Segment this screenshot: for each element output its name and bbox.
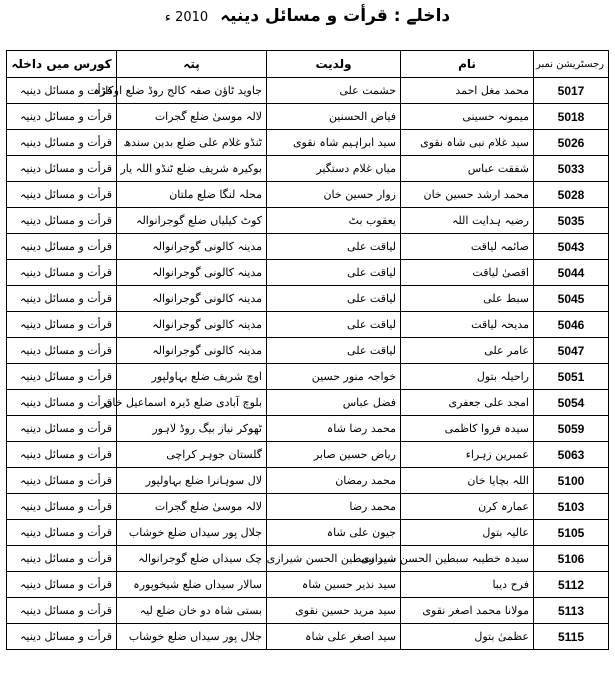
name-cell: عامر علی bbox=[401, 338, 534, 364]
registration-cell: 5026 bbox=[534, 130, 609, 156]
address-cell: مدینہ کالونی گوجرانوالہ bbox=[117, 286, 267, 312]
course-cell: قرأت و مسائل دینیہ bbox=[7, 442, 117, 468]
table-row bbox=[7, 494, 609, 520]
name-cell: سبط علی bbox=[401, 286, 534, 312]
father-name-cell: جیون علی شاہ bbox=[267, 520, 401, 546]
father-name-cell: سید نذیر حسین شاہ bbox=[267, 572, 401, 598]
father-name-cell: فیاض الحسنین bbox=[267, 104, 401, 130]
father-name-cell: سید اصغر علی شاہ bbox=[267, 624, 401, 650]
course-cell: قرأت و مسائل دینیہ bbox=[7, 104, 117, 130]
page-title bbox=[0, 3, 615, 29]
address-cell: بلوچ آبادی ضلع ڈیرہ اسماعیل خان bbox=[117, 390, 267, 416]
address-cell: بستی شاہ دو خان ضلع لیہ bbox=[117, 598, 267, 624]
father-name-cell: لیاقت علی bbox=[267, 286, 401, 312]
father-name-cell: لیاقت علی bbox=[267, 338, 401, 364]
course-cell: قرأت و مسائل دینیہ bbox=[7, 416, 117, 442]
table-row bbox=[7, 390, 609, 416]
name-cell: راحیلہ بتول bbox=[401, 364, 534, 390]
column-header-course: کورس میں داخلہ bbox=[7, 51, 117, 78]
name-cell: امجد علی جعفری bbox=[401, 390, 534, 416]
name-cell: شفقت عباس bbox=[401, 156, 534, 182]
name-cell: صائمہ لیاقت bbox=[401, 234, 534, 260]
registration-cell: 5045 bbox=[534, 286, 609, 312]
address-cell: لال سوہانرا ضلع بہاولپور bbox=[117, 468, 267, 494]
registration-cell: 5054 bbox=[534, 390, 609, 416]
registration-cell: 5059 bbox=[534, 416, 609, 442]
address-cell: کوٹ کیلیاں ضلع گوجرانوالہ bbox=[117, 208, 267, 234]
table-row bbox=[7, 78, 609, 104]
name-cell: عمبرین زہراء bbox=[401, 442, 534, 468]
father-name-cell: محمد رمضان bbox=[267, 468, 401, 494]
address-cell: محلہ لنگا ضلع ملتان bbox=[117, 182, 267, 208]
registration-cell: 5017 bbox=[534, 78, 609, 104]
address-cell: مدینہ کالونی گوجرانوالہ bbox=[117, 234, 267, 260]
course-cell: قرأت و مسائل دینیہ bbox=[7, 364, 117, 390]
registration-cell: 5028 bbox=[534, 182, 609, 208]
course-cell: قرأت و مسائل دینیہ bbox=[7, 572, 117, 598]
name-cell: عظمیٰ بتول bbox=[401, 624, 534, 650]
column-header-name: نام bbox=[401, 51, 534, 78]
registration-cell: 5033 bbox=[534, 156, 609, 182]
address-cell: ٹھوکر نیاز بیگ روڈ لاہور bbox=[117, 416, 267, 442]
registration-cell: 5105 bbox=[534, 520, 609, 546]
registration-cell: 5046 bbox=[534, 312, 609, 338]
registration-cell: 5035 bbox=[534, 208, 609, 234]
course-cell: قرأت و مسائل دینیہ bbox=[7, 624, 117, 650]
registration-cell: 5051 bbox=[534, 364, 609, 390]
table-row bbox=[7, 130, 609, 156]
course-cell: قرأت و مسائل دینیہ bbox=[7, 468, 117, 494]
address-cell: جلال پور سیداں ضلع خوشاب bbox=[117, 520, 267, 546]
name-cell: عمارہ کرن bbox=[401, 494, 534, 520]
column-header-registration: رجسٹریشن نمبر bbox=[534, 51, 609, 78]
address-cell: گلستان جوہر کراچی bbox=[117, 442, 267, 468]
father-name-cell: میاں غلام دستگیر bbox=[267, 156, 401, 182]
name-cell: مولانا محمد اصغر نقوی bbox=[401, 598, 534, 624]
course-cell: قرأت و مسائل دینیہ bbox=[7, 156, 117, 182]
course-cell: قرأت و مسائل دینیہ bbox=[7, 234, 117, 260]
table-row bbox=[7, 208, 609, 234]
table-row bbox=[7, 520, 609, 546]
father-name-cell: سید ابراہیم شاہ نقوی bbox=[267, 130, 401, 156]
registration-cell: 5103 bbox=[534, 494, 609, 520]
address-cell: لالہ موسیٰ ضلع گجرات bbox=[117, 494, 267, 520]
table-row bbox=[7, 572, 609, 598]
registration-cell: 5100 bbox=[534, 468, 609, 494]
father-name-cell: لیاقت علی bbox=[267, 260, 401, 286]
father-name-cell: محمد رضا bbox=[267, 494, 401, 520]
title-year: 2010 ء bbox=[164, 10, 209, 25]
address-cell: جاوید ٹاؤن صفہ کالج روڈ ضلع اوکاڑہ bbox=[117, 78, 267, 104]
address-cell: سالار سیداں ضلع شیخوپورہ bbox=[117, 572, 267, 598]
course-cell: قرأت و مسائل دینیہ bbox=[7, 494, 117, 520]
father-name-cell: زوار حسین خان bbox=[267, 182, 401, 208]
address-cell: مدینہ کالونی گوجرانوالہ bbox=[117, 312, 267, 338]
father-name-cell: سید سبطین الحسن شیرازی bbox=[267, 546, 401, 572]
course-cell: قرأت و مسائل دینیہ bbox=[7, 286, 117, 312]
address-cell: بوکیرہ شریف ضلع ٹنڈو اللہ یار bbox=[117, 156, 267, 182]
father-name-cell: لیاقت علی bbox=[267, 234, 401, 260]
registration-cell: 5047 bbox=[534, 338, 609, 364]
name-cell: محمد مغل احمد bbox=[401, 78, 534, 104]
address-cell: ٹنڈو غلام علی ضلع بدین سندھ bbox=[117, 130, 267, 156]
registration-cell: 5018 bbox=[534, 104, 609, 130]
address-cell: جلال پور سیداں ضلع خوشاب bbox=[117, 624, 267, 650]
course-cell: قرأت و مسائل دینیہ bbox=[7, 130, 117, 156]
father-name-cell: خواجہ منور حسین bbox=[267, 364, 401, 390]
table-row bbox=[7, 286, 609, 312]
course-cell: قرأت و مسائل دینیہ bbox=[7, 312, 117, 338]
course-cell: قرأت و مسائل دینیہ bbox=[7, 78, 117, 104]
father-name-cell: یعقوب بٹ bbox=[267, 208, 401, 234]
table-row bbox=[7, 442, 609, 468]
table-row bbox=[7, 468, 609, 494]
table-row bbox=[7, 234, 609, 260]
address-cell: چک سیداں ضلع گوجرانوالہ bbox=[117, 546, 267, 572]
name-cell: رضیہ ہدایت اللہ bbox=[401, 208, 534, 234]
table-row bbox=[7, 104, 609, 130]
course-cell: قرأت و مسائل دینیہ bbox=[7, 546, 117, 572]
father-name-cell: ریاض حسین صابر bbox=[267, 442, 401, 468]
column-header-address: پتہ bbox=[117, 51, 267, 78]
table-row bbox=[7, 416, 609, 442]
name-cell: سید غلام نبی شاہ نقوی bbox=[401, 130, 534, 156]
table-row bbox=[7, 598, 609, 624]
course-cell: قرأت و مسائل دینیہ bbox=[7, 520, 117, 546]
name-cell: اللہ بچایا خان bbox=[401, 468, 534, 494]
father-name-cell: لیاقت علی bbox=[267, 312, 401, 338]
table-row bbox=[7, 338, 609, 364]
table-row bbox=[7, 182, 609, 208]
address-cell: لالہ موسیٰ ضلع گجرات bbox=[117, 104, 267, 130]
table-header-row bbox=[7, 51, 609, 78]
course-cell: قرأت و مسائل دینیہ bbox=[7, 390, 117, 416]
father-name-cell: فضل عباس bbox=[267, 390, 401, 416]
course-cell: قرأت و مسائل دینیہ bbox=[7, 338, 117, 364]
column-header-father: ولدیت bbox=[267, 51, 401, 78]
table-row bbox=[7, 624, 609, 650]
table-row bbox=[7, 364, 609, 390]
address-cell: مدینہ کالونی گوجرانوالہ bbox=[117, 338, 267, 364]
name-cell: سیدہ فروا کاظمی bbox=[401, 416, 534, 442]
name-cell: فرح دیبا bbox=[401, 572, 534, 598]
name-cell: اقصیٰ لیاقت bbox=[401, 260, 534, 286]
registration-cell: 5063 bbox=[534, 442, 609, 468]
father-name-cell: حشمت علی bbox=[267, 78, 401, 104]
table-row bbox=[7, 546, 609, 572]
table-row bbox=[7, 260, 609, 286]
name-cell: میمونہ حسینی bbox=[401, 104, 534, 130]
address-cell: مدینہ کالونی گوجرانوالہ bbox=[117, 260, 267, 286]
course-cell: قرأت و مسائل دینیہ bbox=[7, 598, 117, 624]
name-cell: محمد ارشد حسین خان bbox=[401, 182, 534, 208]
registration-cell: 5043 bbox=[534, 234, 609, 260]
name-cell: سیدہ خطیبہ سبطین الحسن شیرازی bbox=[401, 546, 534, 572]
table-row bbox=[7, 156, 609, 182]
address-cell: اوچ شریف ضلع بہاولپور bbox=[117, 364, 267, 390]
registration-cell: 5115 bbox=[534, 624, 609, 650]
course-cell: قرأت و مسائل دینیہ bbox=[7, 260, 117, 286]
father-name-cell: سید مرید حسین نقوی bbox=[267, 598, 401, 624]
name-cell: مدیحہ لیاقت bbox=[401, 312, 534, 338]
registration-cell: 5106 bbox=[534, 546, 609, 572]
admissions-table bbox=[6, 50, 609, 650]
title-text: داخلے : قرأت و مسائل دینیہ bbox=[220, 6, 451, 26]
registration-cell: 5113 bbox=[534, 598, 609, 624]
registration-cell: 5112 bbox=[534, 572, 609, 598]
course-cell: قرأت و مسائل دینیہ bbox=[7, 182, 117, 208]
father-name-cell: محمد رضا شاہ bbox=[267, 416, 401, 442]
table-row bbox=[7, 312, 609, 338]
name-cell: عالیہ بتول bbox=[401, 520, 534, 546]
registration-cell: 5044 bbox=[534, 260, 609, 286]
course-cell: قرأت و مسائل دینیہ bbox=[7, 208, 117, 234]
